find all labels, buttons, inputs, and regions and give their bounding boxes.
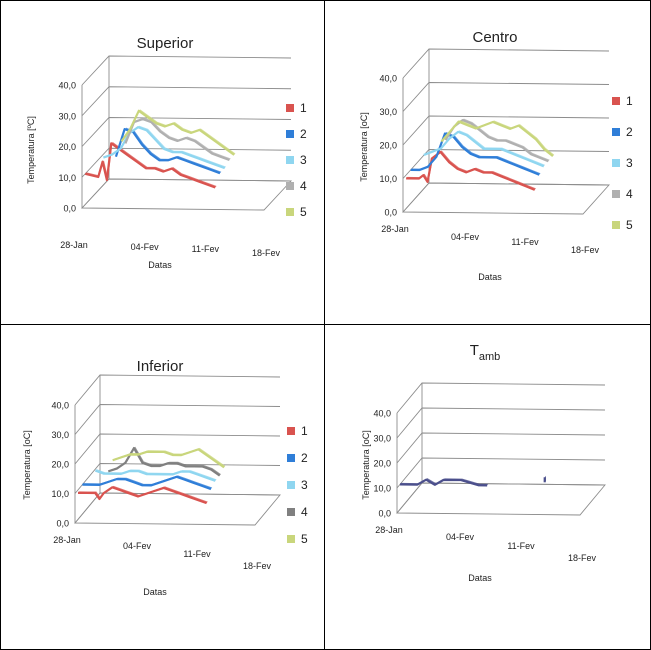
legend-swatch	[287, 508, 295, 516]
legend-label: 1	[300, 101, 307, 115]
chart-walls	[82, 56, 291, 210]
chart-legend	[612, 94, 633, 232]
series-1	[400, 478, 488, 485]
chart-walls	[397, 383, 605, 515]
gridline	[403, 150, 609, 179]
x-tick-label: 04-Fev	[450, 232, 480, 242]
legend-swatch	[612, 221, 620, 229]
y-tick-label: 0,0	[56, 518, 69, 529]
y-tick-label: 0,0	[384, 207, 397, 218]
series-2	[545, 476, 546, 483]
gridline	[75, 464, 280, 494]
chart-floor	[403, 183, 609, 214]
legend-label: 3	[626, 156, 633, 170]
legend-label: 5	[300, 205, 307, 219]
x-tick-label: 28-Jan	[53, 535, 81, 545]
x-tick-label: 11-Fev	[183, 549, 211, 559]
chart-centro	[325, 0, 650, 325]
x-tick-label: 11-Fev	[511, 237, 539, 247]
gridline	[75, 434, 280, 464]
x-tick-label: 18-Fev	[570, 245, 600, 255]
legend-label: 5	[626, 218, 633, 232]
y-tick-label: 0,0	[378, 508, 391, 519]
chart-panel-centro	[325, 0, 651, 325]
x-axis-label: Datas	[143, 587, 167, 597]
y-tick-label: 20,0	[379, 140, 397, 151]
y-tick-label: 30,0	[58, 111, 76, 122]
x-tick-label: 04-Fev	[130, 242, 159, 252]
x-axis-label: Datas	[148, 260, 172, 270]
series-line	[445, 120, 548, 161]
y-tick-label: 20,0	[373, 458, 391, 469]
y-axis-label: Temperatura [oC]	[22, 430, 32, 500]
y-tick-label: 10,0	[58, 172, 76, 183]
series-ribbon	[121, 109, 235, 155]
chart-legend	[287, 424, 308, 546]
legend-label: 4	[301, 505, 308, 519]
chart-floor	[75, 493, 280, 525]
chart-panel-superior	[0, 0, 325, 325]
series-2	[82, 475, 212, 489]
x-tick-label: 28-Jan	[375, 525, 403, 535]
legend-swatch	[286, 130, 294, 138]
y-tick-label: 40,0	[58, 80, 76, 91]
x-axis-label: Datas	[468, 573, 492, 583]
y-tick-label: 20,0	[51, 459, 69, 470]
chart-panel-tamb	[325, 325, 651, 650]
legend-swatch	[287, 481, 295, 489]
y-tick-label: 30,0	[373, 433, 391, 444]
x-tick-label: 04-Fev	[122, 541, 152, 551]
legend-label: 1	[626, 94, 633, 108]
chart-floor	[82, 179, 291, 210]
chart-panel-inferior	[0, 325, 325, 650]
series-5	[121, 109, 235, 155]
chart-walls	[75, 375, 280, 525]
legend-label: 4	[300, 179, 307, 193]
chart-title: Centro	[472, 29, 518, 46]
x-tick-label: 28-Jan	[381, 224, 409, 234]
y-tick-label: 0,0	[63, 203, 76, 214]
gridline	[397, 483, 605, 513]
legend-label: 2	[300, 127, 307, 141]
series-3	[103, 126, 226, 168]
legend-label: 2	[301, 451, 308, 465]
x-tick-label: 18-Fev	[567, 553, 597, 563]
gridline	[82, 87, 291, 116]
x-tick-label: 18-Fev	[251, 248, 281, 258]
x-tick-label: 28-Jan	[60, 240, 88, 250]
gridline	[403, 183, 609, 212]
chart-superior	[0, 0, 325, 325]
legend-label: 3	[300, 153, 307, 167]
y-tick-label: 10,0	[51, 489, 69, 499]
chart-title: Inferior	[136, 358, 184, 375]
x-tick-label: 18-Fev	[242, 561, 272, 571]
y-tick-label: 30,0	[51, 430, 69, 440]
legend-swatch	[612, 190, 620, 198]
y-tick-label: 40,0	[51, 400, 69, 411]
y-axis-label: Temperatura [oC]	[359, 112, 369, 182]
chart-legend	[286, 101, 307, 219]
x-axis-label: Datas	[478, 272, 502, 282]
legend-swatch	[287, 535, 295, 543]
y-tick-label: 20,0	[58, 142, 76, 152]
chart-title: $T_{amb}$	[469, 342, 501, 363]
frame-border-top	[0, 0, 651, 1]
y-tick-label: 40,0	[379, 73, 397, 84]
chart-title: Superior	[136, 35, 194, 52]
series-3	[424, 130, 545, 166]
legend-swatch	[286, 156, 294, 164]
series-line	[82, 477, 211, 489]
gridline	[75, 405, 280, 435]
gridline	[403, 83, 609, 112]
gridline	[75, 493, 280, 523]
legend-swatch	[286, 182, 294, 190]
legend-label: 4	[626, 187, 633, 201]
chart-walls	[403, 49, 609, 214]
legend-swatch	[612, 159, 620, 167]
gridline	[82, 179, 291, 208]
x-tick-label: 04-Fev	[445, 532, 475, 542]
legend-label: 3	[301, 478, 308, 492]
legend-label: 2	[626, 125, 633, 139]
y-axis-label: Temperatura [ºC]	[26, 116, 36, 184]
chart-inferior	[0, 325, 325, 650]
legend-swatch	[612, 128, 620, 136]
gridline	[75, 375, 280, 405]
gridline	[403, 49, 609, 78]
legend-swatch	[287, 427, 295, 435]
chart-floor	[397, 483, 605, 515]
y-tick-label: 30,0	[379, 107, 397, 117]
chart-tamb	[325, 325, 650, 650]
legend-swatch	[286, 208, 294, 216]
legend-swatch	[286, 104, 294, 112]
x-tick-label: 11-Fev	[507, 541, 535, 551]
y-tick-label: 40,0	[373, 408, 391, 419]
series-line	[78, 487, 207, 503]
legend-label: 5	[301, 532, 308, 546]
frame-border-left	[0, 0, 1, 650]
legend-swatch	[612, 97, 620, 105]
legend-label: 1	[301, 424, 308, 438]
y-tick-label: 10,0	[379, 174, 397, 184]
y-tick-label: 10,0	[373, 483, 391, 494]
series-1	[78, 486, 208, 503]
chart-title-subscript: amb	[478, 351, 501, 363]
gridline	[82, 56, 291, 85]
x-tick-label: 11-Fev	[191, 244, 220, 254]
legend-swatch	[287, 454, 295, 462]
y-axis-label: Temperatura [oC]	[361, 430, 371, 500]
